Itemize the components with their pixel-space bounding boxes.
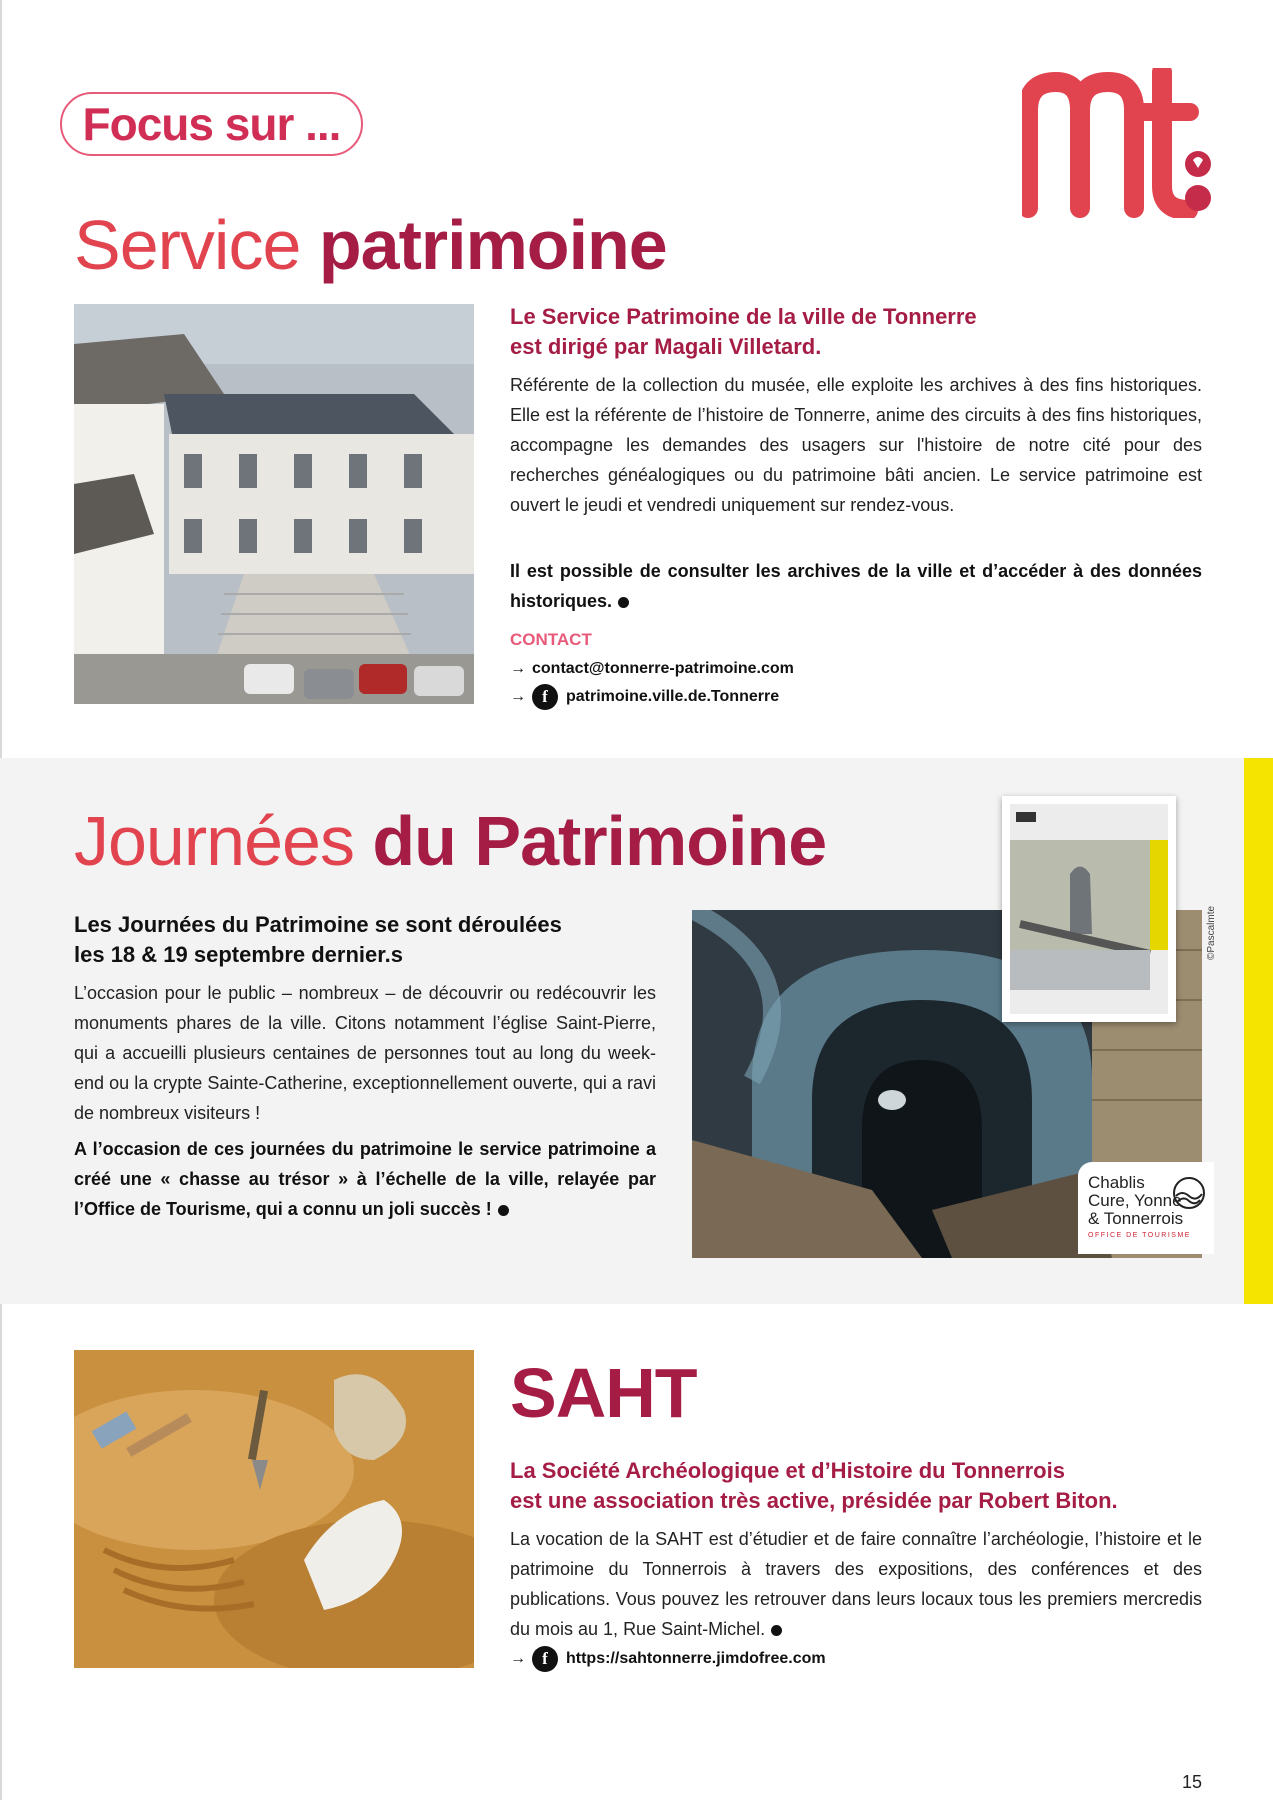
section3-subtitle-line2: est une association très active, présidée par Robert Biton. <box>510 1488 1118 1513</box>
wave-emblem-icon <box>1172 1176 1206 1210</box>
facebook-link[interactable] <box>510 684 779 710</box>
page-number: 15 <box>1182 1772 1203 1792</box>
section3-text: La vocation de la SAHT est d’étudier et de faire connaître l’archéologie, l’histoire et le patrimoine du Tonnerrois à travers des expositions, des conférences et des publications. Vous pouvez les retrouver dans leurs locaux tous les premiers mercredis du mois au 1, Rue Saint-Michel. <box>510 1529 1202 1639</box>
facebook-icon: f <box>532 684 558 710</box>
email-text: contact@tonnerre-patrimoine.com <box>532 660 794 677</box>
yellow-accent-bar <box>1244 758 1273 1304</box>
jep-poster <box>1002 796 1176 1022</box>
excavation-photo <box>74 1350 474 1668</box>
town-hall-photo <box>74 304 474 704</box>
office-logo-line2: Cure, Yonne <box>1088 1191 1182 1210</box>
section1-title <box>74 206 667 284</box>
section1-bold-paragraph <box>510 556 1202 616</box>
arrow-right-icon: → <box>510 660 526 677</box>
section2-subtitle <box>74 910 674 970</box>
facebook-text: patrimoine.ville.de.Tonnerre <box>566 688 780 705</box>
section2-title <box>74 802 827 880</box>
section2-bold-text: A l’occasion de ces journées du patrimoine le service patrimoine a créé une « chasse au trésor » à l’échelle de la ville, relayée par l’Office de Tourisme, qui a connu un joli succès ! <box>74 1139 656 1219</box>
arrow-right-icon: → <box>510 1650 526 1667</box>
office-logo-line3: & Tonnerrois <box>1088 1209 1184 1228</box>
section1-subtitle-line1: Le Service Patrimoine de la ville de Tonnerre <box>510 304 977 329</box>
mt-logo <box>1022 68 1212 218</box>
section1-bold-text: Il est possible de consulter les archives de la ville et d’accéder à des données historiques. <box>510 561 1202 611</box>
section1-title-light: Service <box>74 206 301 284</box>
arrow-right-icon: → <box>510 688 526 705</box>
end-bullet-icon <box>771 1625 782 1636</box>
facebook-icon: f <box>532 1646 558 1672</box>
section1-subtitle-line2: est dirigé par Magali Villetard. <box>510 334 822 359</box>
section3-subtitle-line1: La Société Archéologique et d’Histoire du Tonnerrois <box>510 1458 1065 1483</box>
section2-subtitle-line2: les 18 & 19 septembre dernier.s <box>74 942 403 967</box>
section2-title-bold: du Patrimoine <box>372 802 827 880</box>
section1-subtitle <box>510 302 1210 362</box>
section2-title-light: Journées <box>74 802 354 880</box>
end-bullet-icon <box>498 1205 509 1216</box>
contact-label: CONTACT <box>510 630 592 649</box>
photo-credit: ©Pascalmte <box>1206 905 1217 960</box>
section2-bold-paragraph <box>74 1134 656 1224</box>
section3-title: SAHT <box>510 1354 697 1432</box>
section3-paragraph <box>510 1524 1202 1644</box>
office-tourisme-logo <box>1078 1162 1214 1254</box>
section1-paragraph: Référente de la collection du musée, elle exploite les archives à des fins historiques. Elle est la référente de l’histoire de Tonnerre, anime des circuits à des fins historiques, accompagne les demandes des usagers sur l'histoire de notre cité pour des recherches généalogiques ou du patrimoine bâti ancien. Le service patrimoine est ouvert le jeudi et vendredi uniquement sur rendez-vous. <box>510 375 1202 515</box>
end-bullet-icon <box>618 597 629 608</box>
focus-badge: Focus sur ... <box>60 92 363 156</box>
office-logo-tagline: OFFICE DE TOURISME <box>1088 1232 1191 1239</box>
website-text: https://sahtonnerre.jimdofree.com <box>566 1650 826 1667</box>
section1-title-bold: patrimoine <box>318 206 667 284</box>
section3-subtitle <box>510 1456 1210 1516</box>
email-link[interactable] <box>510 660 794 678</box>
website-link[interactable] <box>510 1646 826 1672</box>
section2-subtitle-line1: Les Journées du Patrimoine se sont déroulées <box>74 912 562 937</box>
section2-paragraph: L’occasion pour le public – nombreux – de découvrir ou redécouvrir les monuments phares de la ville. Citons notamment l’église Saint-Pierre, qui a accueilli plusieurs centaines de personnes tout au long du week-end ou la crypte Sainte-Catherine, exceptionnellement ouverte, qui a ravi de nombreux visiteurs ! <box>74 983 656 1123</box>
office-logo-line1: Chablis <box>1088 1173 1145 1192</box>
